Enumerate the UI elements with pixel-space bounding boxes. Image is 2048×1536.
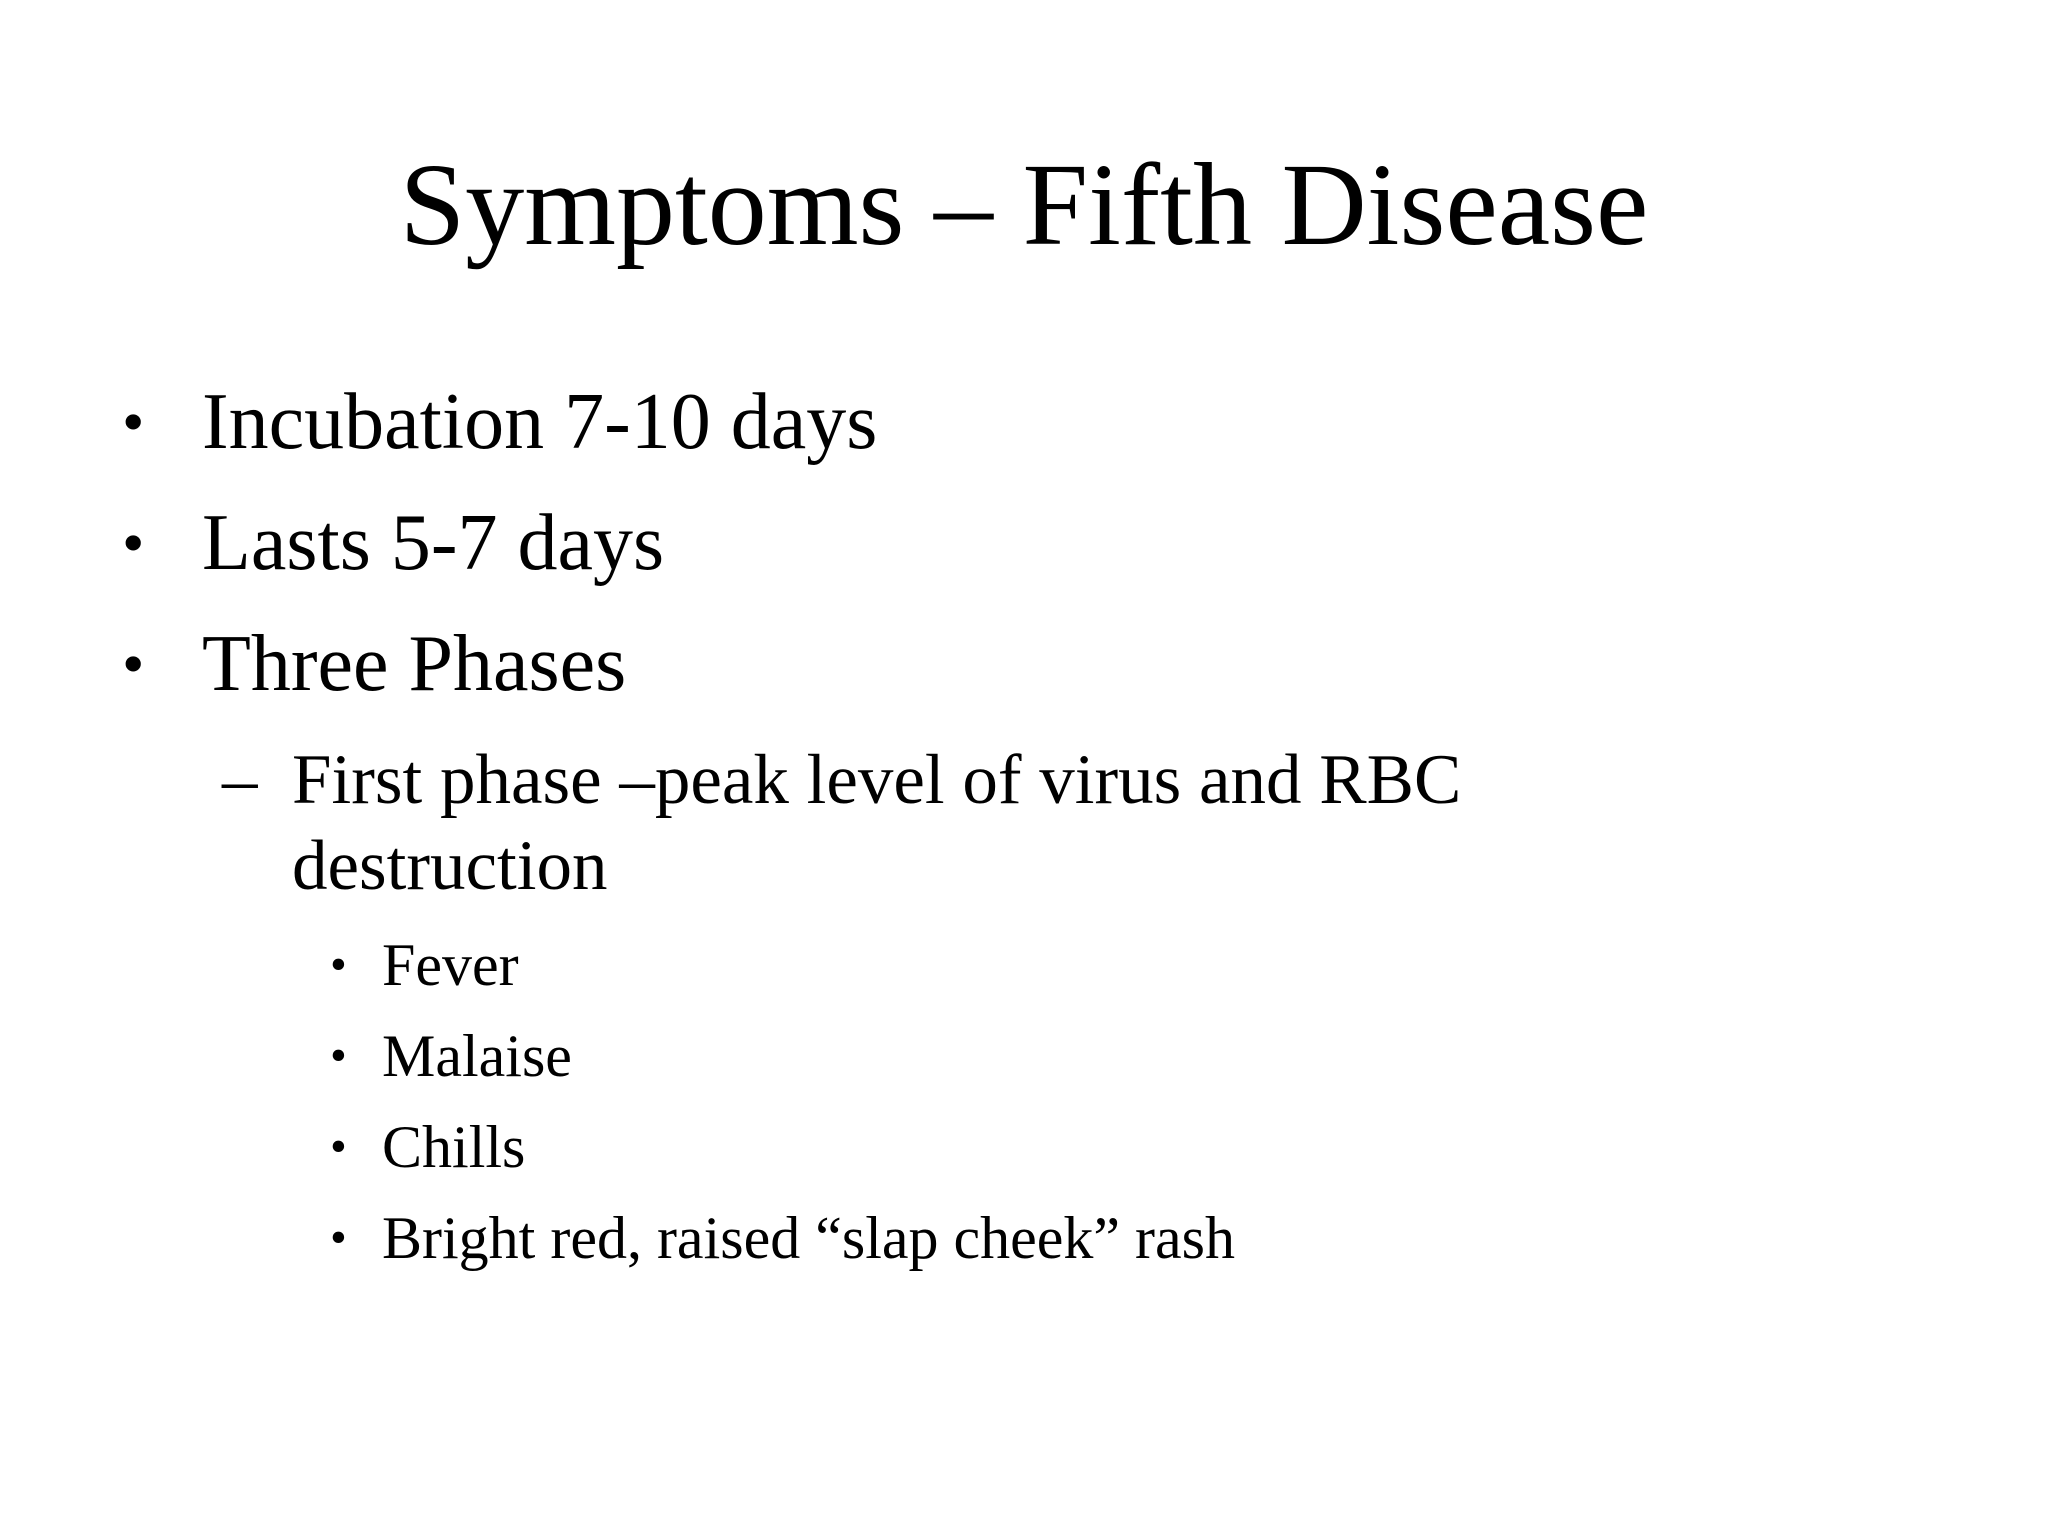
list-item-text: Lasts 5-7 days [202, 499, 665, 587]
bullet-icon: • [330, 1120, 347, 1173]
list-item-text-line2: destruction [292, 827, 608, 905]
bullet-icon: • [122, 386, 145, 457]
list-item-text-line1: First phase –peak level of virus and RBC [292, 741, 1462, 819]
bullet-icon: • [122, 507, 145, 578]
bullet-icon: • [330, 1029, 347, 1082]
list-item-text: Fever [382, 932, 519, 998]
list-item-text: Incubation 7-10 days [202, 378, 878, 466]
bullet-icon: • [330, 1211, 347, 1264]
list-item-text: Three Phases [202, 620, 627, 708]
list-item-text: Bright red, raised “slap cheek” rash [382, 1205, 1235, 1271]
bullet-icon: • [122, 628, 145, 699]
list-item-text: Chills [382, 1114, 526, 1180]
list-item-text: Malaise [382, 1023, 572, 1089]
slide-title: Symptoms – Fifth Disease [399, 139, 1649, 270]
bullet-icon: • [330, 938, 347, 991]
dash-icon: – [222, 741, 258, 819]
